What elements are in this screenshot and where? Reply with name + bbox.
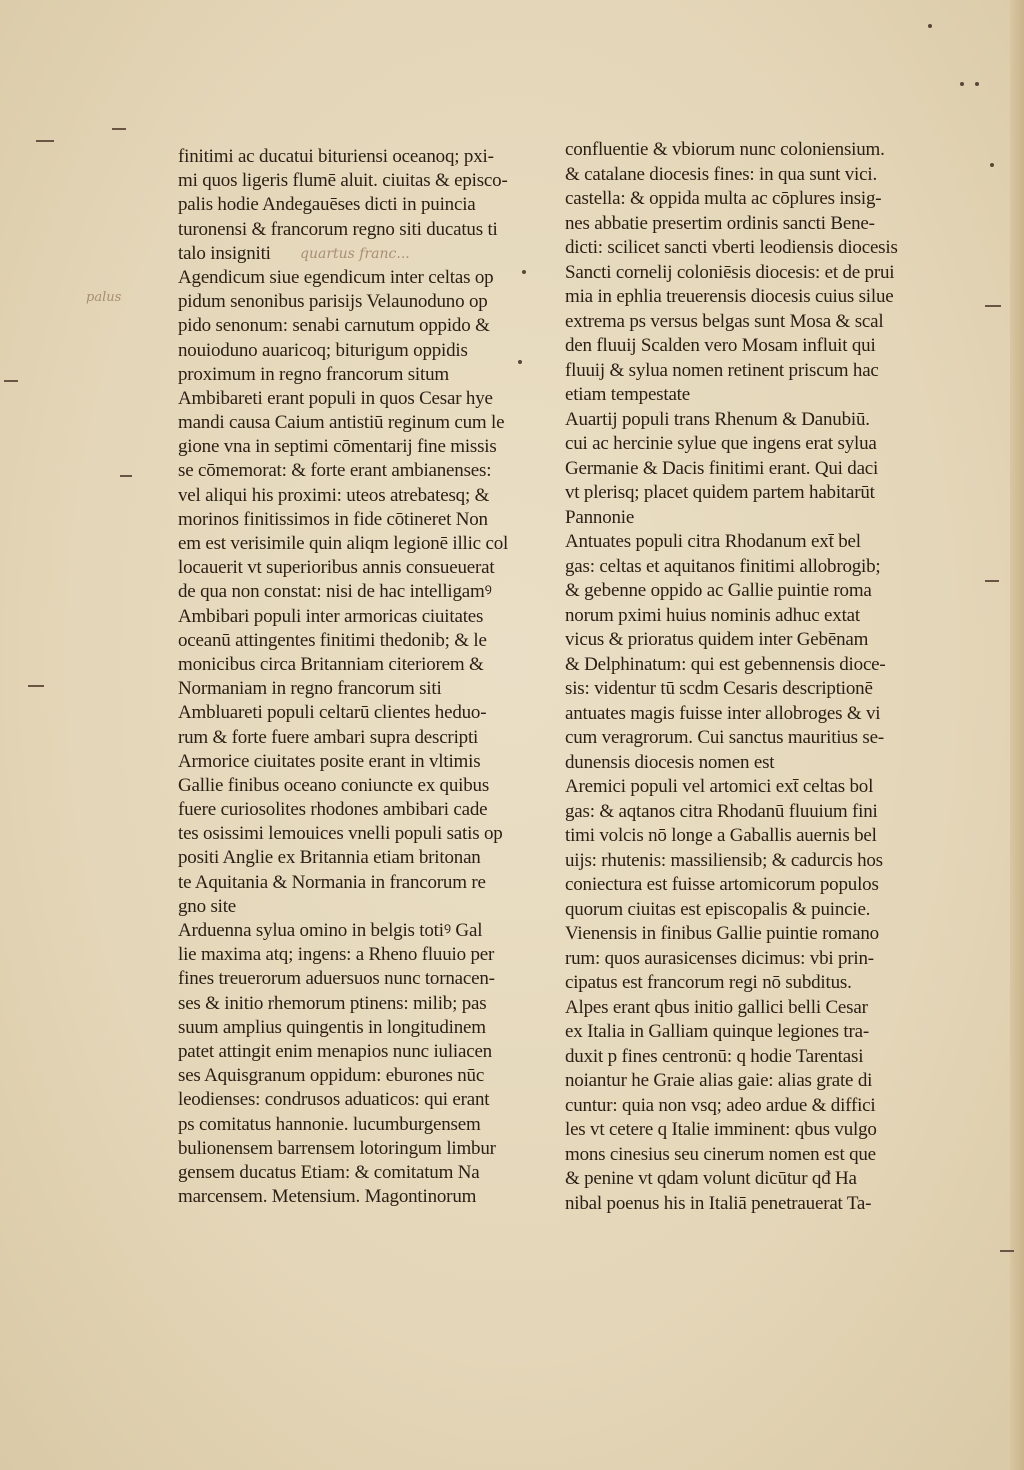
- text-line: nouioduno auaricoq; biturigum oppidis: [178, 339, 468, 361]
- text-line: Ambibari populi inter armoricas ciuitates: [178, 605, 484, 627]
- text-line: de qua non constat: nisi de hac intelligamꝰ: [178, 581, 492, 603]
- text-line: lie maxima atq; ingens: a Rheno fluuio per: [178, 944, 495, 966]
- text-line: Gallie finibus oceano coniuncte ex quibus: [178, 774, 490, 796]
- text-line: & Delphinatum: qui est gebennensis dioce-: [565, 653, 886, 675]
- text-line: uijs: rhutenis: massiliensib; & cadurcis hos: [565, 849, 883, 871]
- margin-mark: [985, 305, 1001, 307]
- text-line: etiam tempestate: [565, 384, 690, 405]
- text-line: suum amplius quingentis in longitudinem: [178, 1016, 486, 1038]
- speck: [960, 82, 964, 86]
- text-line: vicus & prioratus quidem inter Gebēnam: [565, 629, 869, 650]
- text-line: ses Aquisgranum oppidum: eburones nūc: [178, 1065, 485, 1087]
- text-line: mi quos ligeris flumē aluit. ciuitas & episco-: [178, 170, 508, 192]
- text-line: cuntur: quia non vsq; adeo ardue & diffici: [565, 1094, 876, 1116]
- text-line: confluentie & vbiorum nunc coloniensium.: [565, 139, 885, 160]
- text-line: mandi causa Caium antistiū reginum cum le: [178, 412, 505, 434]
- text-line: em est verisimile quin aliqm legionē illic col: [178, 533, 509, 554]
- text-line: ex Italia in Galliam quinque legiones tra-: [565, 1021, 869, 1042]
- text-line: Agendicum siue egendicum inter celtas op: [178, 266, 494, 288]
- text-line: pidum senonibus parisijs Velaunoduno op: [178, 291, 488, 313]
- text-line: fuere curiosolites rhodones ambibari cade: [178, 799, 488, 821]
- text-line: castella: & oppida multa ac cōplures insig-: [565, 188, 882, 209]
- text-line: vt plerisq; placet quidem partem habitarūt: [565, 482, 875, 503]
- text-line: norum pximi huius nominis adhuc extat: [565, 604, 860, 626]
- speck: [522, 270, 526, 274]
- text-line: dicti: scilicet sancti vberti leodiensis diocesis: [565, 237, 898, 258]
- speck: [928, 24, 932, 28]
- text-line: positi Anglie ex Britannia etiam britonan: [178, 847, 481, 869]
- text-column-right: [565, 138, 925, 1216]
- text-line: monicibus circa Britanniam citeriorem &: [178, 653, 484, 675]
- text-line: antuates magis fuisse inter allobroges & vi: [565, 702, 881, 724]
- text-line: & gebenne oppido ac Gallie puintie roma: [565, 580, 872, 601]
- text-line: Sancti cornelij coloniēsis diocesis: et de prui: [565, 261, 895, 283]
- text-line: oceanū attingentes finitimi thedonib; & le: [178, 629, 487, 651]
- text-line: nes abbatie presertim ordinis sancti Bene-: [565, 212, 875, 234]
- text-line: finitimi ac ducatui bituriensi oceanoq; pxi-: [178, 146, 494, 167]
- text-line: tes osissimi lemouices vnelli populi satis op: [178, 823, 503, 845]
- text-line: quorum ciuitas est episcopalis & puincie.: [565, 898, 871, 920]
- text-line: gensem ducatus Etiam: & comitatum Na: [178, 1161, 480, 1183]
- margin-mark: [4, 380, 18, 382]
- text-line: Antuates populi citra Rhodanum ext̄ bel: [565, 531, 861, 552]
- speck: [975, 82, 979, 86]
- text-line: gione vna in septimi cōmentarij fine missis: [178, 436, 497, 458]
- text-line: morinos finitissimos in fide cōtineret Non: [178, 508, 488, 530]
- text-line: Auartij populi trans Rhenum & Danubiū.: [565, 408, 870, 430]
- text-line: les vt cetere q Italie imminent: qbus vulgo: [565, 1119, 877, 1140]
- text-line: cui ac hercinie sylue que ingens erat sylua: [565, 433, 877, 454]
- text-line: sis: videntur tū scdm Cesaris descriptionē: [565, 678, 873, 699]
- text-line: coniectura est fuisse artomicorum populos: [565, 874, 879, 895]
- text-line: talo insigniti: [178, 242, 271, 264]
- text-line: mia in ephlia treuerensis diocesis cuius silue: [565, 286, 894, 307]
- text-line: palis hodie Andegauēses dicti in puincia: [178, 194, 476, 216]
- text-line: bulionensem barrensem lotoringum limbur: [178, 1137, 496, 1159]
- text-line: ses & initio rhemorum ptinens: milib; pas: [178, 992, 487, 1014]
- text-line: Ambluareti populi celtarū clientes heduo-: [178, 702, 487, 724]
- text-line: noiantur he Graie alias gaie: alias grate di: [565, 1070, 873, 1091]
- text-line: & penine vt qdam volunt dicūtur qđ Ha: [565, 1168, 857, 1189]
- text-line: se cōmemorat: & forte erant ambianenses:: [178, 460, 492, 482]
- text-line: mons cinesius seu cinerum nomen est que: [565, 1143, 876, 1165]
- text-line: Normaniam in regno francorum siti: [178, 678, 442, 700]
- text-line: gno site: [178, 895, 237, 917]
- text-line: cipatus est francorum regi nō subditus.: [565, 972, 852, 993]
- margin-mark: [120, 475, 132, 477]
- text-line: nibal poenus his in Italiā penetrauerat Ta-: [565, 1192, 872, 1214]
- handwritten-annotation-interlinear: quartus franc...: [300, 246, 410, 262]
- text-line: Ambibareti erant populi in quos Cesar hye: [178, 387, 493, 409]
- text-line: gas: celtas et aquitanos finitimi allobrogib;: [565, 555, 881, 577]
- text-line: dunensis diocesis nomen est: [565, 751, 775, 773]
- text-line: rum & forte fuere ambari supra descripti: [178, 726, 479, 748]
- text-line: proximum in regno francorum situm: [178, 363, 449, 385]
- margin-mark: [985, 580, 999, 582]
- text-line: extrema ps versus belgas sunt Mosa & scal: [565, 310, 884, 332]
- text-line: duxit p fines centronū: q hodie Tarentasi: [565, 1045, 864, 1067]
- margin-mark: [36, 140, 54, 142]
- handwritten-annotation-margin: palus: [86, 290, 122, 305]
- text-line: timi volcis nō longe a Gaballis auernis bel: [565, 825, 877, 846]
- text-line: patet attingit enim menapios nunc iuliacen: [178, 1040, 492, 1062]
- margin-mark: [28, 685, 44, 687]
- text-line: Arduenna sylua omino in belgis totiꝰ Gal: [178, 920, 483, 941]
- text-line: gas: & aqtanos citra Rhodanū fluuium fini: [565, 800, 878, 822]
- speck: [990, 163, 994, 167]
- text-line: turonensi & francorum regno siti ducatus ti: [178, 218, 498, 240]
- text-line: & catalane diocesis fines: in qua sunt vici.: [565, 163, 878, 185]
- text-line: te Aquitania & Normania in francorum re: [178, 871, 486, 893]
- text-line: den fluuij Scalden vero Mosam influit qui: [565, 335, 876, 356]
- text-line: vel aliqui his proximi: uteos atrebatesq; &: [178, 484, 490, 506]
- text-line: pido senonum: senabi carnutum oppido &: [178, 315, 490, 337]
- speck: [518, 360, 522, 364]
- text-line: locauerit vt superioribus annis consueuerat: [178, 557, 495, 579]
- text-line: Alpes erant qbus initio gallici belli Cesar: [565, 996, 868, 1018]
- text-column-left: [178, 145, 530, 1209]
- text-line: fluuij & sylua nomen retinent priscum hac: [565, 359, 879, 381]
- text-line: Armorice ciuitates posite erant in vltimis: [178, 750, 481, 772]
- text-line: leodienses: condrusos aduaticos: qui erant: [178, 1089, 490, 1111]
- margin-mark: [1000, 1250, 1014, 1252]
- text-line: fines treuerorum aduersuos nunc tornacen-: [178, 968, 495, 990]
- text-line: cum veragrorum. Cui sanctus mauritius se-: [565, 727, 884, 748]
- text-line: Vienensis in finibus Gallie puintie romano: [565, 923, 879, 944]
- margin-mark: [112, 128, 126, 130]
- text-line: rum: quos aurasicenses dicimus: vbi prin-: [565, 947, 874, 969]
- text-line: Pannonie: [565, 506, 635, 528]
- text-line: Germanie & Dacis finitimi erant. Qui daci: [565, 457, 879, 479]
- text-line: ps comitatus hannonie. lucumburgensem: [178, 1113, 481, 1135]
- text-line: marcensem. Metensium. Magontinorum: [178, 1186, 477, 1208]
- text-line: Aremici populi vel artomici ext̄ celtas bol: [565, 776, 874, 797]
